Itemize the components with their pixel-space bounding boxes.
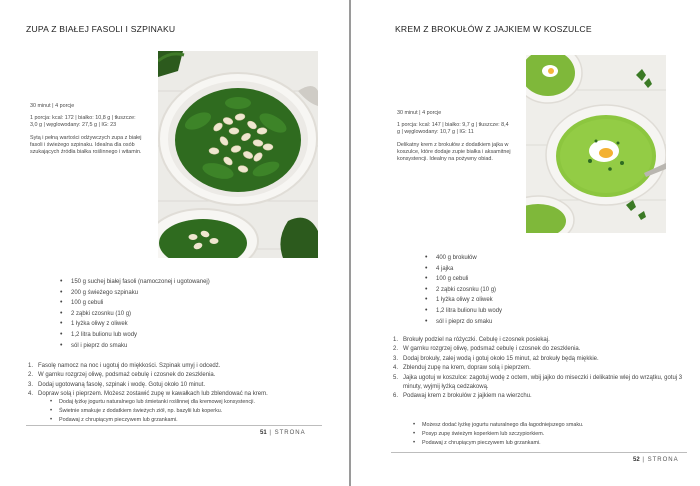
tips-list bbox=[413, 421, 683, 449]
steps-list bbox=[393, 336, 693, 402]
white-bean-spinach-soup-image bbox=[158, 51, 318, 258]
recipe-description: Delikatny krem z brokułów z dodatkiem jajka w koszulce, które dodaje zupie białka i aksamitnej konsystencji. Idealny na pożywny obiad. bbox=[397, 141, 511, 163]
time-portions: 30 minut | 4 porcje bbox=[30, 103, 75, 109]
step-item: 3. Dodaj ugotowaną fasolę, szpinak i wodę. Gotuj około 10 minut. bbox=[28, 381, 206, 388]
step-item: 1. Brokuły podziel na różyczki. Cebulę i czosnek posiekaj. bbox=[393, 337, 550, 343]
ingredient-item: • 150 g suchej białej fasoli (namoczonej i ugotowanej) bbox=[58, 277, 210, 288]
tip-item: • Podawaj z chrupiącym pieczywem lub grzankami. bbox=[413, 439, 683, 448]
page-label: | STRONA bbox=[269, 430, 306, 436]
step-item: 4. Zblenduj zupę na krem, dopraw solą i pieprzem. bbox=[393, 365, 531, 372]
ingredient-item: • sól i pieprz do smaku bbox=[58, 341, 210, 352]
tips-list bbox=[50, 398, 330, 426]
soup-photo bbox=[158, 51, 318, 258]
time-portions: 30 minut | 4 porcje bbox=[397, 110, 442, 116]
recipe-meta bbox=[397, 110, 513, 168]
step-item: 2. W garnku rozgrzej oliwę, podsmaż cebulę i czosnek do zeszklenia. bbox=[28, 372, 216, 379]
step-item: 5. Jajka ugotuj w koszulce: zagotuj wodę z octem, wbij jajko do miseczki i delikatnie wlej do wrzątku, gotuj 3 minuty, wyjmij łyżką cedzakową. bbox=[393, 374, 683, 391]
ingredient-item: • 1 łyżka oliwy z oliwek bbox=[423, 295, 502, 306]
ingredient-item: • 4 jajka bbox=[423, 264, 502, 275]
steps-list bbox=[28, 362, 338, 400]
ingredient-item: • 1,2 litra bulionu lub wody bbox=[58, 330, 210, 341]
page-number: 51 bbox=[260, 430, 267, 436]
step-item: 4. Dopraw solą i pieprzem. Możesz zostawić zupę w kawałkach lub zblendować na krem. bbox=[28, 391, 268, 398]
page-footer bbox=[260, 430, 306, 436]
tip-item: • Dodaj łyżkę jogurtu naturalnego lub śmietanki roślinnej dla kremowej konsystencji. bbox=[50, 398, 330, 407]
tip-item: • Możesz dodać łyżkę jogurtu naturalnego dla łagodniejszego smaku. bbox=[413, 421, 683, 430]
ingredient-item: • 100 g cebuli bbox=[58, 298, 210, 309]
step-item: 2. W garnku rozgrzej oliwę, podsmaż cebulę i czosnek do zeszklenia. bbox=[393, 346, 581, 353]
step-item: 1. Fasolę namocz na noc i ugotuj do miękkości. Szpinak umyj i odcedź. bbox=[28, 363, 221, 369]
page-number: 52 bbox=[633, 457, 640, 463]
ingredient-item: • 100 g cebuli bbox=[423, 274, 502, 285]
page-51 bbox=[0, 0, 349, 486]
ingredient-item: • 2 ząbki czosnku (10 g) bbox=[58, 309, 210, 320]
tip-item: • Podawaj z chrupiącym pieczywem lub grzankami. bbox=[50, 416, 330, 425]
page-52 bbox=[351, 0, 700, 486]
ingredient-item: • 1,2 litra bulionu lub wody bbox=[423, 306, 502, 317]
ingredient-item: • 200 g świeżego szpinaku bbox=[58, 288, 210, 299]
step-item: 3. Dodaj brokuły, zalej wodą i gotuj około 15 minut, aż brokuły będą miękkie. bbox=[393, 355, 599, 362]
ingredients-list bbox=[423, 253, 502, 327]
recipe-title: KREM Z BROKUŁÓW Z JAJKIEM W KOSZULCE bbox=[395, 24, 592, 34]
recipe-description: Sytą i pełną wartości odżywczych zupa z białej fasoli i świeżego szpinaku. Idealna dla osób szukających źródła białka roślinnego i witamin. bbox=[30, 134, 142, 156]
page-label: | STRONA bbox=[642, 457, 679, 463]
footer-divider bbox=[26, 425, 322, 426]
ingredient-item: • sól i pieprz do smaku bbox=[423, 317, 502, 328]
broccoli-soup-photo bbox=[526, 55, 666, 233]
ingredient-item: • 2 ząbki czosnku (10 g) bbox=[423, 285, 502, 296]
nutrition-info: 1 porcja: kcal: 172 | białko: 10,8 g | tłuszcze: 3,0 g | węglowodany: 27,5 g | IG: 23 bbox=[30, 115, 136, 129]
nutrition-info: 1 porcja: kcal: 147 | białko: 9,7 g | tłuszcze: 8,4 g | węglowodany: 10,7 g | IG: 11 bbox=[397, 122, 509, 136]
recipe-meta bbox=[30, 103, 144, 161]
broccoli-cream-soup-image bbox=[526, 55, 666, 233]
ingredients-list bbox=[58, 277, 210, 351]
ingredient-item: • 1 łyżka oliwy z oliwek bbox=[58, 319, 210, 330]
footer-divider bbox=[391, 452, 687, 453]
tip-item: • Świetnie smakuje z dodatkiem świeżych ziół, np. bazylii lub koperku. bbox=[50, 407, 330, 416]
ingredient-item: • 400 g brokułów bbox=[423, 253, 502, 264]
step-item: 6. Podawaj krem z brokułów z jajkiem na wierzchu. bbox=[393, 393, 532, 400]
recipe-title: ZUPA Z BIAŁEJ FASOLI I SZPINAKU bbox=[26, 24, 176, 34]
page-footer bbox=[633, 457, 679, 463]
tip-item: • Posyp zupę świeżym koperkiem lub szczypiorkiem. bbox=[413, 430, 683, 439]
